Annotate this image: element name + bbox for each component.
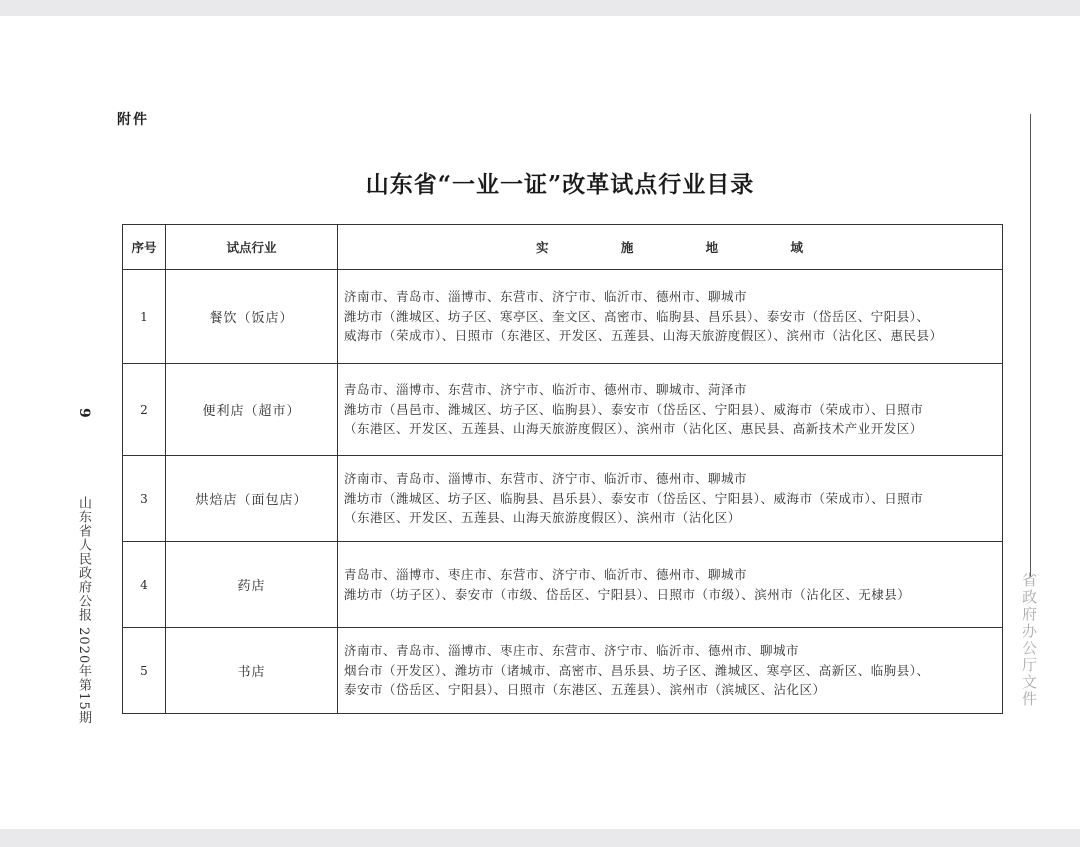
region-line: 济南市、青岛市、淄博市、东营市、济宁市、临沂市、德州市、聊城市 bbox=[344, 289, 748, 305]
header-region: 实 施 地 域 bbox=[338, 225, 1003, 270]
region-line: 青岛市、淄博市、枣庄市、东营市、济宁市、临沂市、德州市、聊城市 bbox=[344, 567, 748, 582]
table-row bbox=[123, 364, 1003, 456]
side-label: 省政府办公厅文件 bbox=[1020, 572, 1038, 708]
row-seq: 3 bbox=[123, 456, 166, 542]
region-line: 潍坊市（坊子区）、泰安市（市级、岱岳区、宁阳县）、日照市（市级）、滨州市（沾化区、无棣县） bbox=[344, 586, 911, 602]
row-regions bbox=[338, 628, 1003, 714]
region-line: 潍坊市（潍城区、坊子区、寒亭区、奎文区、高密市、临朐县、昌乐县）、泰安市（岱岳区、宁阳县）、 bbox=[344, 308, 930, 324]
journal-issue: 山东省人民政府公报 2020年第15期 bbox=[76, 496, 91, 725]
row-industry: 书店 bbox=[166, 628, 338, 714]
row-regions bbox=[338, 456, 1003, 542]
region-line: 烟台市（开发区）、潍坊市（诸城市、高密市、昌乐县、坊子区、潍城区、寒亭区、高新区、临朐县）、 bbox=[344, 662, 930, 678]
region-line: 威海市（荣成市）、日照市（东港区、开发区、五莲县、山海天旅游度假区）、滨州市（沾化区、惠民县） bbox=[344, 328, 943, 344]
industry-catalog-table bbox=[122, 224, 1003, 714]
region-line: 青岛市、淄博市、东营市、济宁市、临沂市、德州市、聊城市、菏泽市 bbox=[344, 382, 748, 398]
row-seq: 4 bbox=[123, 542, 166, 628]
row-regions bbox=[338, 364, 1003, 456]
row-industry: 餐饮（饭店） bbox=[166, 270, 338, 364]
attachment-label: 附件 bbox=[117, 112, 149, 128]
region-line: 潍坊市（昌邑市、潍城区、坊子区、临朐县）、泰安市（岱岳区、宁阳县）、威海市（荣成市）、日照市 bbox=[344, 401, 924, 417]
table-row bbox=[123, 270, 1003, 364]
row-seq: 1 bbox=[123, 270, 166, 364]
side-divider bbox=[1030, 114, 1031, 577]
table-row bbox=[123, 628, 1003, 714]
row-regions bbox=[338, 542, 1003, 628]
row-regions bbox=[338, 270, 1003, 364]
page-number: 9 bbox=[76, 408, 92, 418]
row-seq: 5 bbox=[123, 628, 166, 714]
region-line: 泰安市（岱岳区、宁阳县）、日照市（东港区、五莲县）、滨州市（滨城区、沾化区） bbox=[344, 682, 826, 698]
region-line: （东港区、开发区、五莲县、山海天旅游度假区）、滨州市（沾化区） bbox=[344, 510, 741, 526]
region-line: 潍坊市（潍城区、坊子区、临朐县、昌乐县）、泰安市（岱岳区、宁阳县）、威海市（荣成市）、日照市 bbox=[344, 490, 924, 506]
region-line: 济南市、青岛市、淄博市、东营市、济宁市、临沂市、德州市、聊城市 bbox=[344, 471, 748, 487]
row-industry: 药店 bbox=[166, 542, 338, 628]
header-seq: 序号 bbox=[123, 225, 166, 270]
row-industry: 烘焙店（面包店） bbox=[166, 456, 338, 542]
region-line: 济南市、青岛市、淄博市、枣庄市、东营市、济宁市、临沂市、德州市、聊城市 bbox=[344, 643, 800, 659]
row-seq: 2 bbox=[123, 364, 166, 456]
header-industry: 试点行业 bbox=[166, 225, 338, 270]
page-title: 山东省“一业一证”改革试点行业目录 bbox=[365, 171, 755, 198]
region-line: （东港区、开发区、五莲县、山海天旅游度假区）、滨州市（沾化区、惠民县、高新技术产业开发区） bbox=[344, 421, 923, 437]
table-row bbox=[123, 542, 1003, 628]
table-header-row bbox=[123, 225, 1003, 270]
table-row bbox=[123, 456, 1003, 542]
row-industry: 便利店（超市） bbox=[166, 364, 338, 456]
